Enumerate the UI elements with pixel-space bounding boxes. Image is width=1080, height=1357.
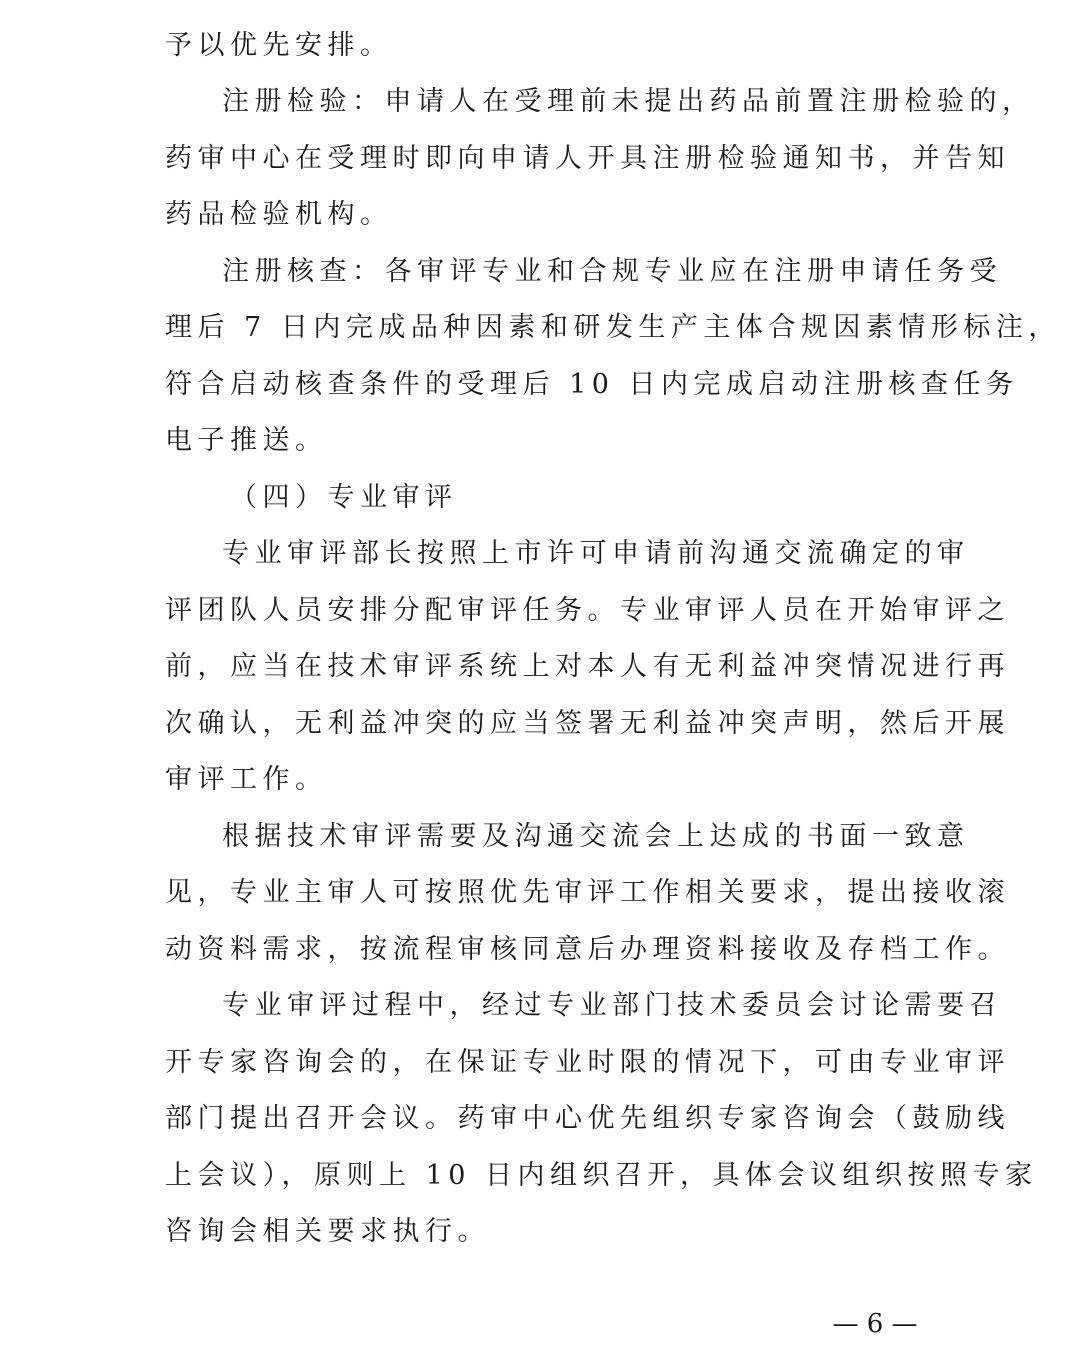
text-line: 专业审评过程中，经过专业部门技术委员会讨论需要召 xyxy=(222,990,1002,1021)
text-line: 部门提出召开会议。药审中心优先组织专家咨询会（鼓励线 xyxy=(165,1103,1010,1134)
text-line: 开专家咨询会的，在保证专业时限的情况下，可由专业审评 xyxy=(165,1047,1010,1078)
text-line: 评团队人员安排分配审评任务。专业审评人员在开始审评之 xyxy=(165,595,1010,626)
section-heading: （四）专业审评 xyxy=(230,482,458,513)
text-line: 药审中心在受理时即向申请人开具注册检验通知书，并告知 xyxy=(165,143,1010,174)
text-line: 符合启动核查条件的受理后 10 日内完成启动注册核查任务 xyxy=(165,369,1019,400)
text-line: 动资料需求，按流程审核同意后办理资料接收及存档工作。 xyxy=(165,934,1010,965)
text-line: 药品检验机构。 xyxy=(165,199,393,230)
text-line: 前，应当在技术审评系统上对本人有无利益冲突情况进行再 xyxy=(165,651,1010,682)
text-line: 理后 7 日内完成品种因素和研发生产主体合规因素情形标注， xyxy=(165,312,1061,343)
text-line: 专业审评部长按照上市许可申请前沟通交流确定的审 xyxy=(222,538,970,569)
text-line: 注册核查：各审评专业和合规专业应在注册申请任务受 xyxy=(222,256,1002,287)
text-line: 电子推送。 xyxy=(165,425,328,456)
text-line: 根据技术审评需要及沟通交流会上达成的书面一致意 xyxy=(222,821,970,852)
text-line: 审评工作。 xyxy=(165,764,328,795)
page-number: — 6 — xyxy=(832,1309,918,1339)
text-line: 次确认，无利益冲突的应当签署无利益冲突声明，然后开展 xyxy=(165,708,1010,739)
text-line: 注册检验：申请人在受理前未提出药品前置注册检验的， xyxy=(222,86,1035,117)
text-line: 上会议），原则上 10 日内组织召开，具体会议组织按照专家 xyxy=(165,1160,1038,1191)
text-line: 咨询会相关要求执行。 xyxy=(165,1216,490,1247)
text-line: 予以优先安排。 xyxy=(165,30,393,61)
text-line: 见，专业主审人可按照优先审评工作相关要求，提出接收滚 xyxy=(165,877,1010,908)
